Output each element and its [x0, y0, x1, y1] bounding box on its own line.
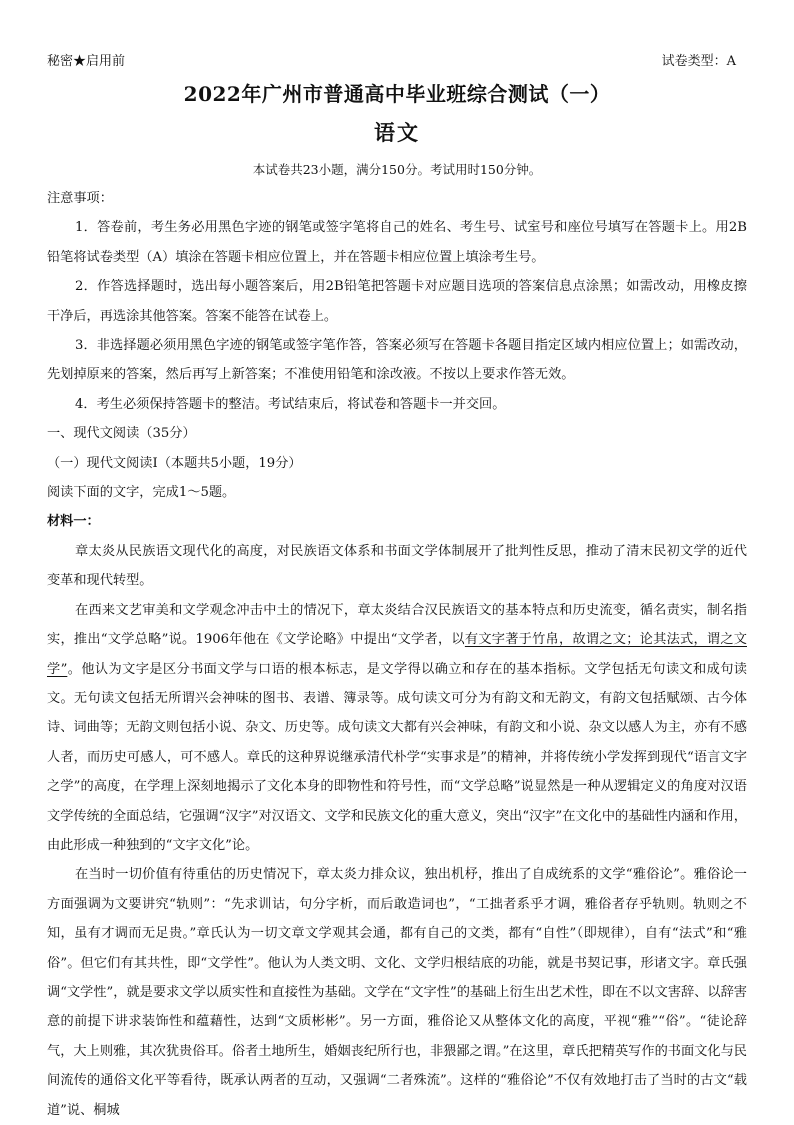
reading-instruction: 阅读下面的文字，完成1～5题。: [47, 485, 236, 501]
sub-section-heading: （一）现代文阅读Ⅰ（本题共5小题，19分）: [47, 455, 302, 471]
exam-body: [47, 184, 747, 1125]
notice-item-1: 1．答卷前，考生务必用黑色字迹的钢笔或签字笔将自己的姓名、考生号、试室号和座位号填写在答题卡上。用2B铅笔将试卷类型（A）填涂在答题卡相应位置上，并在答题卡相应位置上填涂考生号。: [47, 220, 747, 265]
notice-item-3: 3．非选择题必须用黑色字迹的钢笔或签字笔作答，答案必须写在答题卡各题目指定区域内相应位置上；如需改动，先划掉原来的答案，然后再写上新答案；不准使用铅笔和涂改液。不按以上要求作答无效。: [47, 338, 747, 383]
subject-title: 语文: [374, 120, 420, 145]
material-label: 材料一：: [47, 514, 100, 530]
underlined-quote: 有文字著于竹帛，故谓之文；论其法式，谓之文学”: [47, 632, 747, 677]
passage-p2-part-b: 。他认为文字是区分书面文学与口语的根本标志，是文学得以确立和存在的基本指标。文学包括无句读文和成句读文。无句读文包括无所谓兴会神味的图书、表谱、簿录等。成句读文可分为有韵文和无韵文，有韵文包括赋颂、古今体诗、词曲等；无韵文则包括小说、杂文、历史等。成句读文大都有兴会神味，有韵文和小说、杂文以感人为主，亦有不感人者，而历史可感人，可不感人。章氏的这种界说继承清代朴学“实事求是”的精神，并将传统小学发挥到现代“语言文字之学”的高度，在学理上深刻地揭示了文化本身的即物性和符号性，而“文学总略”说显然是一种从逻辑定义的角度对汉语文学传统的全面总结，它强调“汉字”对汉语文、文学和民族文化的重大意义，突出“汉字”在文化中的基础性内涵和作用，由此形成一种独到的“文字文化”论。: [47, 661, 747, 853]
notice-heading: 注意事项：: [47, 191, 113, 206]
exam-info: 本试卷共23小题，满分150分。考试用时150分钟。: [252, 162, 542, 177]
passage-p2-part-a: 在西来文艺审美和文学观念冲击中土的情况下，章太炎结合汉民族语文的基本特点和历史流变，循名责实，制名指实，推出“文学总略”说。1906年他在《文学论略》中提出“文学者，以: [47, 602, 747, 648]
notice-item-2: 2．作答选择题时，选出每小题答案后，用2B铅笔把答题卡对应题目选项的答案信息点涂黑；如需改动，用橡皮擦干净后，再选涂其他答案。答案不能答在试卷上。: [47, 279, 747, 324]
passage-paragraph-3: 在当时一切价值有待重估的历史情况下，章太炎力排众议，独出机杼，推出了自成统系的文学“雅俗论”。雅俗论一方面强调为文要讲究“轨则”：“先求训诂，句分字析，而后敢造词也”，“工拙者系乎才调，雅俗者存乎轨则。轨则之不知，虽有才调而无足贵。”章氏认为一切文章文学观其会通，都有自己的文类，都有“自性”（即规律），自有“法式”和“雅俗”。但它们有其共性，即“文学性”。他认为人类文明、文化、文学归根结底的功能，就是书契记事，形诸文字。章氏强调“文学性”，就是要求文学以质实性和直接性为基础。文学在“文字性”的基础上衍生出艺术性，即在不以文害辞、以辞害意的前提下讲求装饰性和蕴藉性，达到“文质彬彬”。另一方面，雅俗论又从整体文化的高度，平视“雅”“俗”。“徒论辞气，大上则雅，其次犹贵俗耳。俗者土地所生，婚姻丧纪所行也，非猥鄙之谓。”在这里，章氏把精英写作的书面文化与民间流传的通俗文化平等看待，既承认两者的互动，又强调“二者殊流”。这样的“雅俗论”不仅有效地打击了当时的古文“载道”说、桐城: [47, 867, 747, 1118]
passage-paragraph-2: [47, 596, 747, 861]
exam-title: 2022年广州市普通高中毕业班综合测试（一）: [183, 82, 611, 106]
passage-paragraph-1: 章太炎从民族语文现代化的高度，对民族语文体系和书面文学体制展开了批判性反思，推动了清末民初文学的近代变革和现代转型。: [47, 543, 747, 589]
paper-type: 试卷类型：A: [661, 54, 736, 69]
confidential-mark: 秘密★启用前: [47, 54, 126, 69]
notice-item-4: 4．考生必须保持答题卡的整洁。考试结束后，将试卷和答题卡一并交回。: [75, 396, 506, 412]
section-heading: 一、现代文阅读（35分）: [47, 426, 196, 442]
